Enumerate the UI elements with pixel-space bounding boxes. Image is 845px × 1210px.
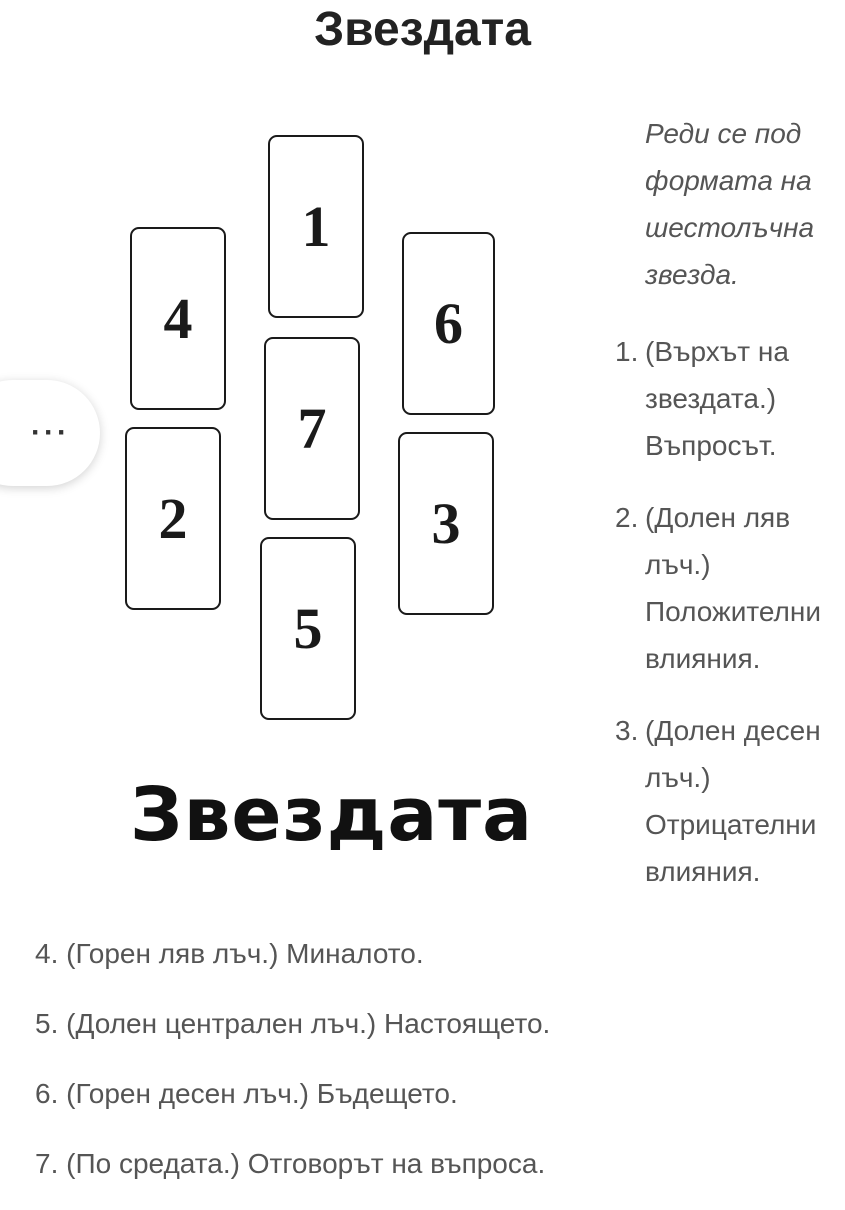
item-number: 2.	[615, 502, 639, 533]
intro-text: Реди се под формата на шестолъчна звезда.	[645, 118, 815, 290]
card-1: 1	[268, 135, 364, 318]
ellipsis-icon: ···	[31, 416, 70, 449]
item-text: (Горен ляв лъч.) Миналото.	[66, 938, 424, 969]
card-4: 4	[130, 227, 226, 410]
more-options-button[interactable]	[0, 380, 100, 486]
item-number: 6.	[35, 1078, 59, 1109]
card-7: 7	[264, 337, 360, 520]
card-6: 6	[402, 232, 495, 415]
list-item	[615, 707, 843, 895]
list-item	[35, 1070, 815, 1118]
item-text: (Върхът на звездата.) Въпросът.	[645, 336, 789, 461]
card-5: 5	[260, 537, 356, 720]
list-item	[615, 494, 843, 682]
page-title: Звездата	[314, 3, 531, 56]
card-3: 3	[398, 432, 494, 615]
item-number: 4.	[35, 938, 59, 969]
star-spread-figure	[110, 125, 534, 860]
list-item	[615, 328, 843, 469]
item-text: (Долен централен лъч.) Настоящето.	[66, 1008, 551, 1039]
side-column	[615, 110, 843, 920]
item-number: 7.	[35, 1148, 59, 1179]
figure-caption: Звездата	[130, 772, 534, 858]
list-item	[35, 1140, 815, 1188]
item-number: 3.	[615, 715, 639, 746]
item-text: (По средата.) Отговорът на въпроса.	[66, 1148, 546, 1179]
item-text: (Горен десен лъч.) Бъдещето.	[66, 1078, 458, 1109]
positions-list-bottom	[35, 930, 815, 1210]
item-text: (Долен ляв лъч.) Положителни влияния.	[645, 502, 821, 674]
list-item	[35, 930, 815, 978]
list-item	[35, 1000, 815, 1048]
item-number: 5.	[35, 1008, 59, 1039]
card-2: 2	[125, 427, 221, 610]
item-number: 1.	[615, 336, 639, 367]
positions-list-top	[615, 328, 843, 895]
item-text: (Долен десен лъч.) Отрицателни влияния.	[645, 715, 821, 887]
